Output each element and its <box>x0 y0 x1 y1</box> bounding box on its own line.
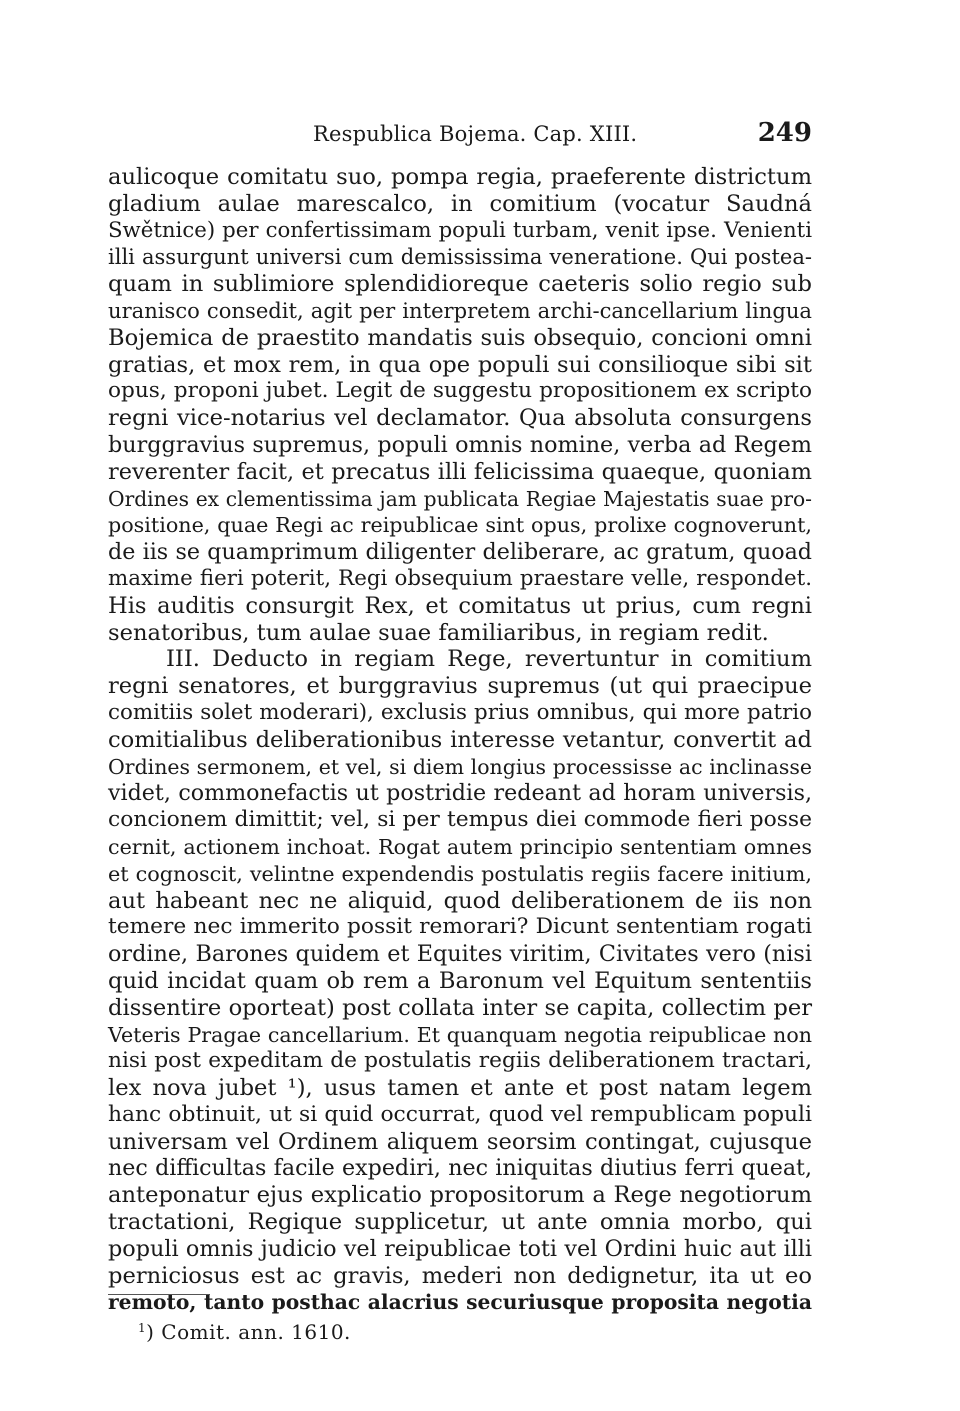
text-line: universam vel Ordinem aliquem seorsim contingat, cujusque <box>108 1128 812 1155</box>
body-text <box>108 164 812 1316</box>
footnote-text: ) Comit. ann. 1610. <box>146 1320 351 1344</box>
text-line: populi omnis judicio vel reipublicae toti vel Ordini huic aut illi <box>108 1235 812 1262</box>
footnote-rule <box>108 1294 210 1295</box>
text-line: videt, commonefactis ut postridie redeant ad horam universis, <box>108 780 812 807</box>
text-line: maxime fieri poterit, Regi obsequium praestare velle, respondet. <box>108 565 812 591</box>
footnote-marker: 1 <box>138 1321 147 1335</box>
text-line: positione, quae Regi ac reipublicae sint opus, prolixe cognoverunt, <box>108 513 812 538</box>
text-line: comitialibus deliberationibus interesse vetantur, convertit ad <box>108 726 812 753</box>
text-line: regni vice-notarius vel declamator. Qua absoluta consurgens <box>108 405 812 432</box>
text-line: quam in sublimiore splendidioreque caeteris solio regio sub <box>108 271 812 298</box>
text-line: hanc obtinuit, ut si quid occurrat, quod vel rempublicam populi <box>108 1101 812 1127</box>
text-line: Bojemica de praestito mandatis suis obsequio, concioni omni <box>108 324 812 351</box>
text-line: remoto, tanto posthac alacrius securiusque proposita negotia <box>108 1290 812 1315</box>
text-line: quid incidat quam ob rem a Baronum vel Equitum sententiis <box>108 967 812 994</box>
text-line: dissentire oporteat) post collata inter se capita, collectim per <box>108 994 812 1021</box>
text-line: III. Deducto in regiam Rege, revertuntur in comitium <box>166 646 812 673</box>
text-line: reverenter facit, et precatus illi felicissima quaeque, quoniam <box>108 458 812 485</box>
text-line: temere nec immerito possit remorari? Dicunt sententiam rogati <box>108 914 812 940</box>
text-line: de iis se quamprimum diligenter deliberare, ac gratum, quoad <box>108 539 812 566</box>
text-line: aut habeant nec ne aliquid, quod deliberationem de iis non <box>108 887 812 914</box>
text-line: Ordines sermonem, et vel, si diem longius processisse ac inclinasse <box>108 754 812 779</box>
text-line: et cognoscit, velintne expendendis postulatis regiis facere initium, <box>108 861 812 886</box>
page-header <box>108 118 812 154</box>
text-line: ordine, Barones quidem et Equites viritim, Civitates vero (nisi <box>108 941 812 968</box>
text-line: gladium aulae marescalco, in comitium (vocatur Saudná <box>108 190 812 217</box>
text-line: burggravius supremus, populi omnis nomine, verba ad Regem <box>108 431 812 458</box>
page-number: 249 <box>757 118 812 148</box>
text-line: His auditis consurgit Rex, et comitatus ut prius, cum regni <box>108 592 812 619</box>
text-line: nec difficultas facile expediri, nec iniquitas diutius ferri queat, <box>108 1155 812 1182</box>
text-line: regni senatores, et burggravius supremus (ut qui praecipue <box>108 673 812 700</box>
text-line: uranisco consedit, agit per interpretem archi-cancellarium lingua <box>108 297 812 323</box>
text-line: comitiis solet moderari), exclusis prius omnibus, qui more patrio <box>108 699 812 725</box>
text-line: aulicoque comitatu suo, pompa regia, praeferente districtum <box>108 164 812 190</box>
text-line: perniciosus est ac gravis, mederi non dedignetur, ita ut eo <box>108 1262 812 1289</box>
text-line: gratias, et mox rem, in qua ope populi sui consilioque sibi sit <box>108 351 812 378</box>
text-line: illi assurgunt universi cum demississima veneratione. Qui postea- <box>108 244 812 270</box>
text-line: Veteris Pragae cancellarium. Et quanquam negotia reipublicae non <box>108 1022 812 1047</box>
text-line: opus, proponi jubet. Legit de suggestu propositionem ex scripto <box>108 378 812 404</box>
footnote <box>138 1320 351 1344</box>
text-line: nisi post expeditam de postulatis regiis deliberationem tractari, <box>108 1048 812 1074</box>
text-line: senatoribus, tum aulae suae familiaribus, in regiam redit. <box>108 619 769 646</box>
text-line: cernit, actionem inchoat. Rogat autem principio sententiam omnes <box>108 834 812 859</box>
text-line: Ordines ex clementissima jam publicata Regiae Majestatis suae pro- <box>108 486 812 511</box>
running-head: Respublica Bojema. Cap. XIII. <box>313 122 638 146</box>
text-line: tractationi, Regique supplicetur, ut ante omnia morbo, qui <box>108 1209 812 1236</box>
text-line: lex nova jubet ¹), usus tamen et ante et post natam legem <box>108 1075 812 1102</box>
text-line: anteponatur ejus explicatio propositorum a Rege negotiorum <box>108 1182 812 1209</box>
text-line: concionem dimittit; vel, si per tempus diei commode fieri posse <box>108 807 812 833</box>
text-line: Swětnice) per confertissimam populi turbam, venit ipse. Venienti <box>108 217 812 243</box>
